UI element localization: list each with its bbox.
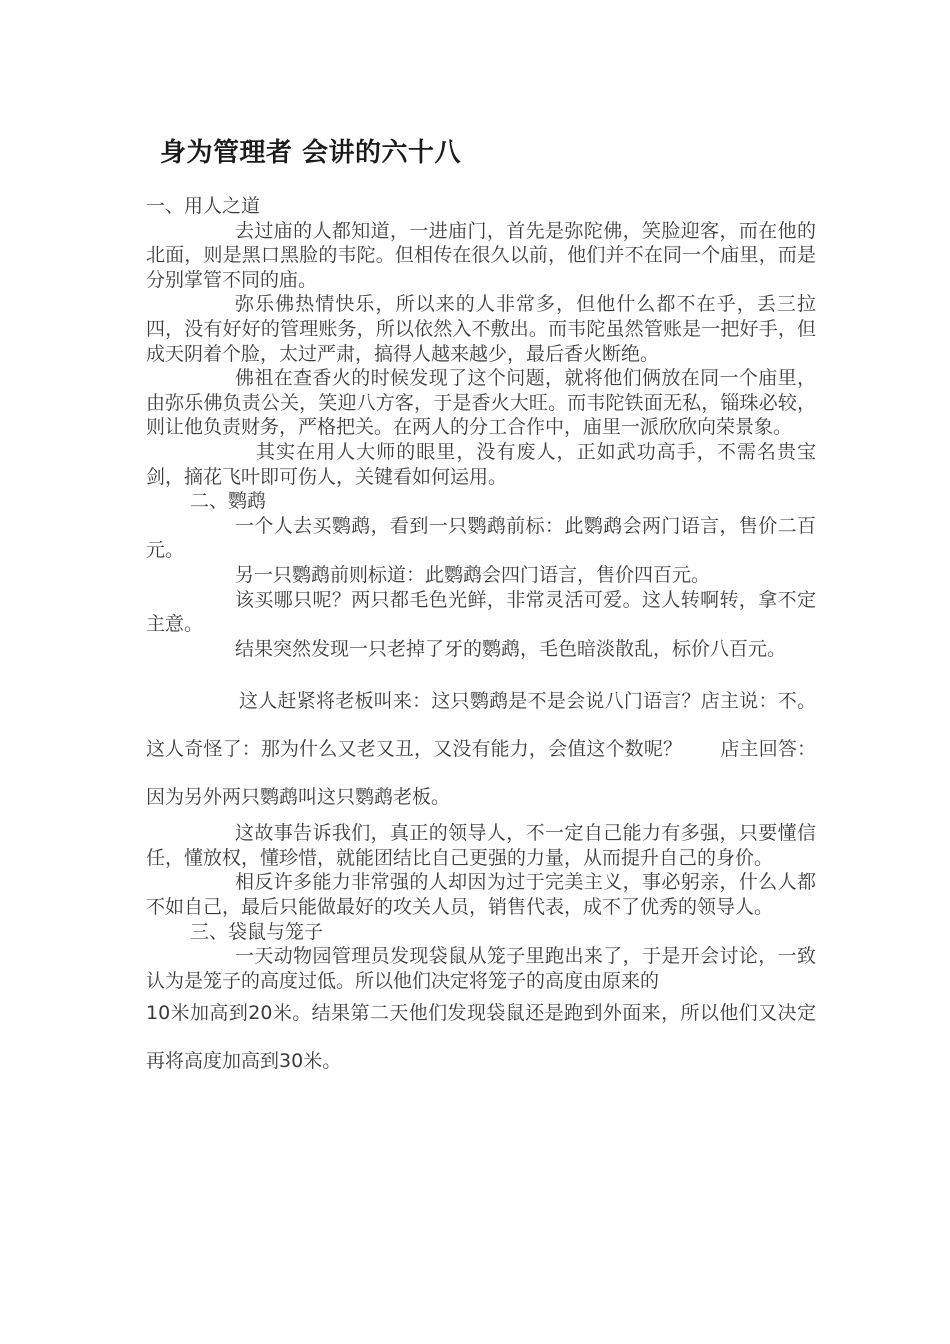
section-heading-2: 二、鹦鹉: [190, 490, 267, 513]
paragraph: 该买哪只呢？两只都毛色光鲜，非常灵活可爱。这人转啊转，拿不定主意。: [146, 588, 816, 636]
number: 10: [146, 1002, 171, 1025]
paragraph-continued: [146, 989, 816, 1085]
paragraph: 弥乐佛热情快乐，所以来的人非常多，但他什么都不在乎，丢三拉四，没有好好的管理账务，所以依然入不敷出。而韦陀虽然管账是一把好手，但成天阴着个脸，太过严肃，搞得人越来越少，最后香火断绝。: [146, 293, 816, 365]
paragraph-text: 米。结果第二天他们发现袋鼠还是跑到外面来，所以他们又决定再将高度加高到: [146, 1002, 816, 1073]
paragraph-text: 米。: [303, 1050, 342, 1073]
paragraph: [146, 944, 816, 993]
number: 20: [248, 1002, 273, 1025]
document-body: [146, 194, 816, 1085]
paragraph: 相反许多能力非常强的人却因为过于完美主义，事必躬亲，什么人都不如自己，最后只能做最好的攻关人员，销售代表，成不了优秀的领导人。: [146, 871, 816, 919]
paragraph: 这故事告诉我们，真正的领导人，不一定自己能力有多强，只要懂信任，懂放权，懂珍惜，就能团结比自己更强的力量，从而提升自己的身价。: [146, 822, 816, 869]
paragraph: 去过庙的人都知道，一进庙门，首先是弥陀佛，笑脸迎客，而在他的北面，则是黑口黑脸的韦陀。但相传在很久以前，他们并不在同一个庙里，而是分别掌管不同的庙。: [146, 219, 816, 291]
paragraph: 这人赶紧将老板叫来：这只鹦鹉是不是会说八门语言？店主说：不。这人奇怪了：那为什么又老又丑，又没有能力，会值这个数呢？ 店主回答：因为另外两只鹦鹉叫这只鹦鹉老板。: [146, 690, 816, 809]
paragraph: 佛祖在查香火的时候发现了这个问题，就将他们俩放在同一个庙里，由弥乐佛负责公关，笑迎八方客，于是香火大旺。而韦陀铁面无私，锱珠必较，则让他负责财务，严格把关。在两人的分工合作中，庙里一派欣欣向荣景象。: [146, 367, 816, 439]
paragraph-text: 米加高到: [170, 1002, 249, 1025]
document-title: 身为管理者 会讲的六十八: [160, 138, 462, 168]
paragraph: 另一只鹦鹉前则标道：此鹦鹉会四门语言，售价四百元。: [235, 563, 711, 586]
number: 30: [279, 1050, 304, 1073]
paragraph: 一个人去买鹦鹉，看到一只鹦鹉前标：此鹦鹉会两门语言，售价二百元。: [146, 514, 816, 562]
paragraph-text: 一天动物园管理员发现袋鼠从笼子里跑出来了，于是开会讨论，一致认为是笼子的高度过低。所以他们决定将笼子的高度由原来的: [146, 945, 816, 992]
section-heading-1: 一、用人之道: [146, 195, 261, 217]
paragraph: 结果突然发现一只老掉了牙的鹦鹉，毛色暗淡散乱，标价八百元。: [235, 637, 787, 660]
paragraph: 其实在用人大师的眼里，没有废人，正如武功高手，不需名贵宝剑，摘花飞叶即可伤人，关键看如何运用。: [146, 440, 816, 488]
section-heading-3: 三、袋鼠与笼子: [190, 920, 324, 943]
